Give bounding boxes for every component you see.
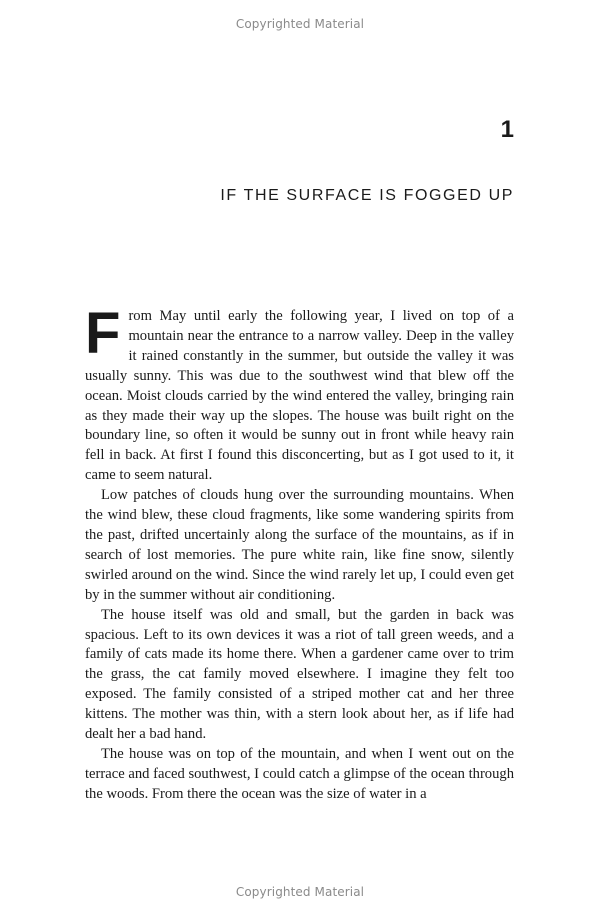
body-text [85,301,514,805]
chapter-title: IF THE SURFACE IS FOGGED UP [220,187,514,204]
paragraph-1 [85,301,514,486]
watermark-bottom: Copyrighted Material [235,885,365,899]
drop-cap: F [85,301,121,366]
chapter-number: 1 [500,116,514,143]
paragraph-3: The house itself was old and small, but the garden in back was spacious. Left to its own devices it was a riot of tall green weeds, and a family of cats made its home there. When a gardener came over to trim the grass, the cat family moved elsewhere. I imagine they felt too exposed. The family consisted of a striped mother cat and her three kittens. The mother was thin, with a stern look about her, as if life had dealt her a bad hand. [85,606,514,743]
watermark-top: Copyrighted Material [235,17,365,31]
paragraph-4: The house was on top of the mountain, and when I went out on the terrace and faced southwest, I could catch a glimpse of the ocean through the woods. From there the ocean was the size of water in a [85,745,514,802]
paragraph-1-text: rom May until early the following year, I lived on top of a mountain near the entrance to a narrow valley. Deep in the valley it rained constantly in the summer, but outside the valley it was usually sunny. This was due to the southwest wind that blew off the ocean. Moist clouds carried by the wind entered the valley, bringing rain as they made their way up the slopes. The house was built right on the boundary line, so often it would be sunny out in front while heavy rain fell in back. At first I found this disconcerting, but as I got used to it, it came to seem natural. [85,308,514,484]
paragraph-2: Low patches of clouds hung over the surrounding mountains. When the wind blew, these cloud fragments, like some wandering spirits from the past, drifted uncertainly along the surface of the mountains, as if in search of lost memories. The pure white rain, like fine snow, silently swirled around on the wind. Since the wind rarely let up, I could even get by in the summer without air conditioning. [85,487,514,603]
